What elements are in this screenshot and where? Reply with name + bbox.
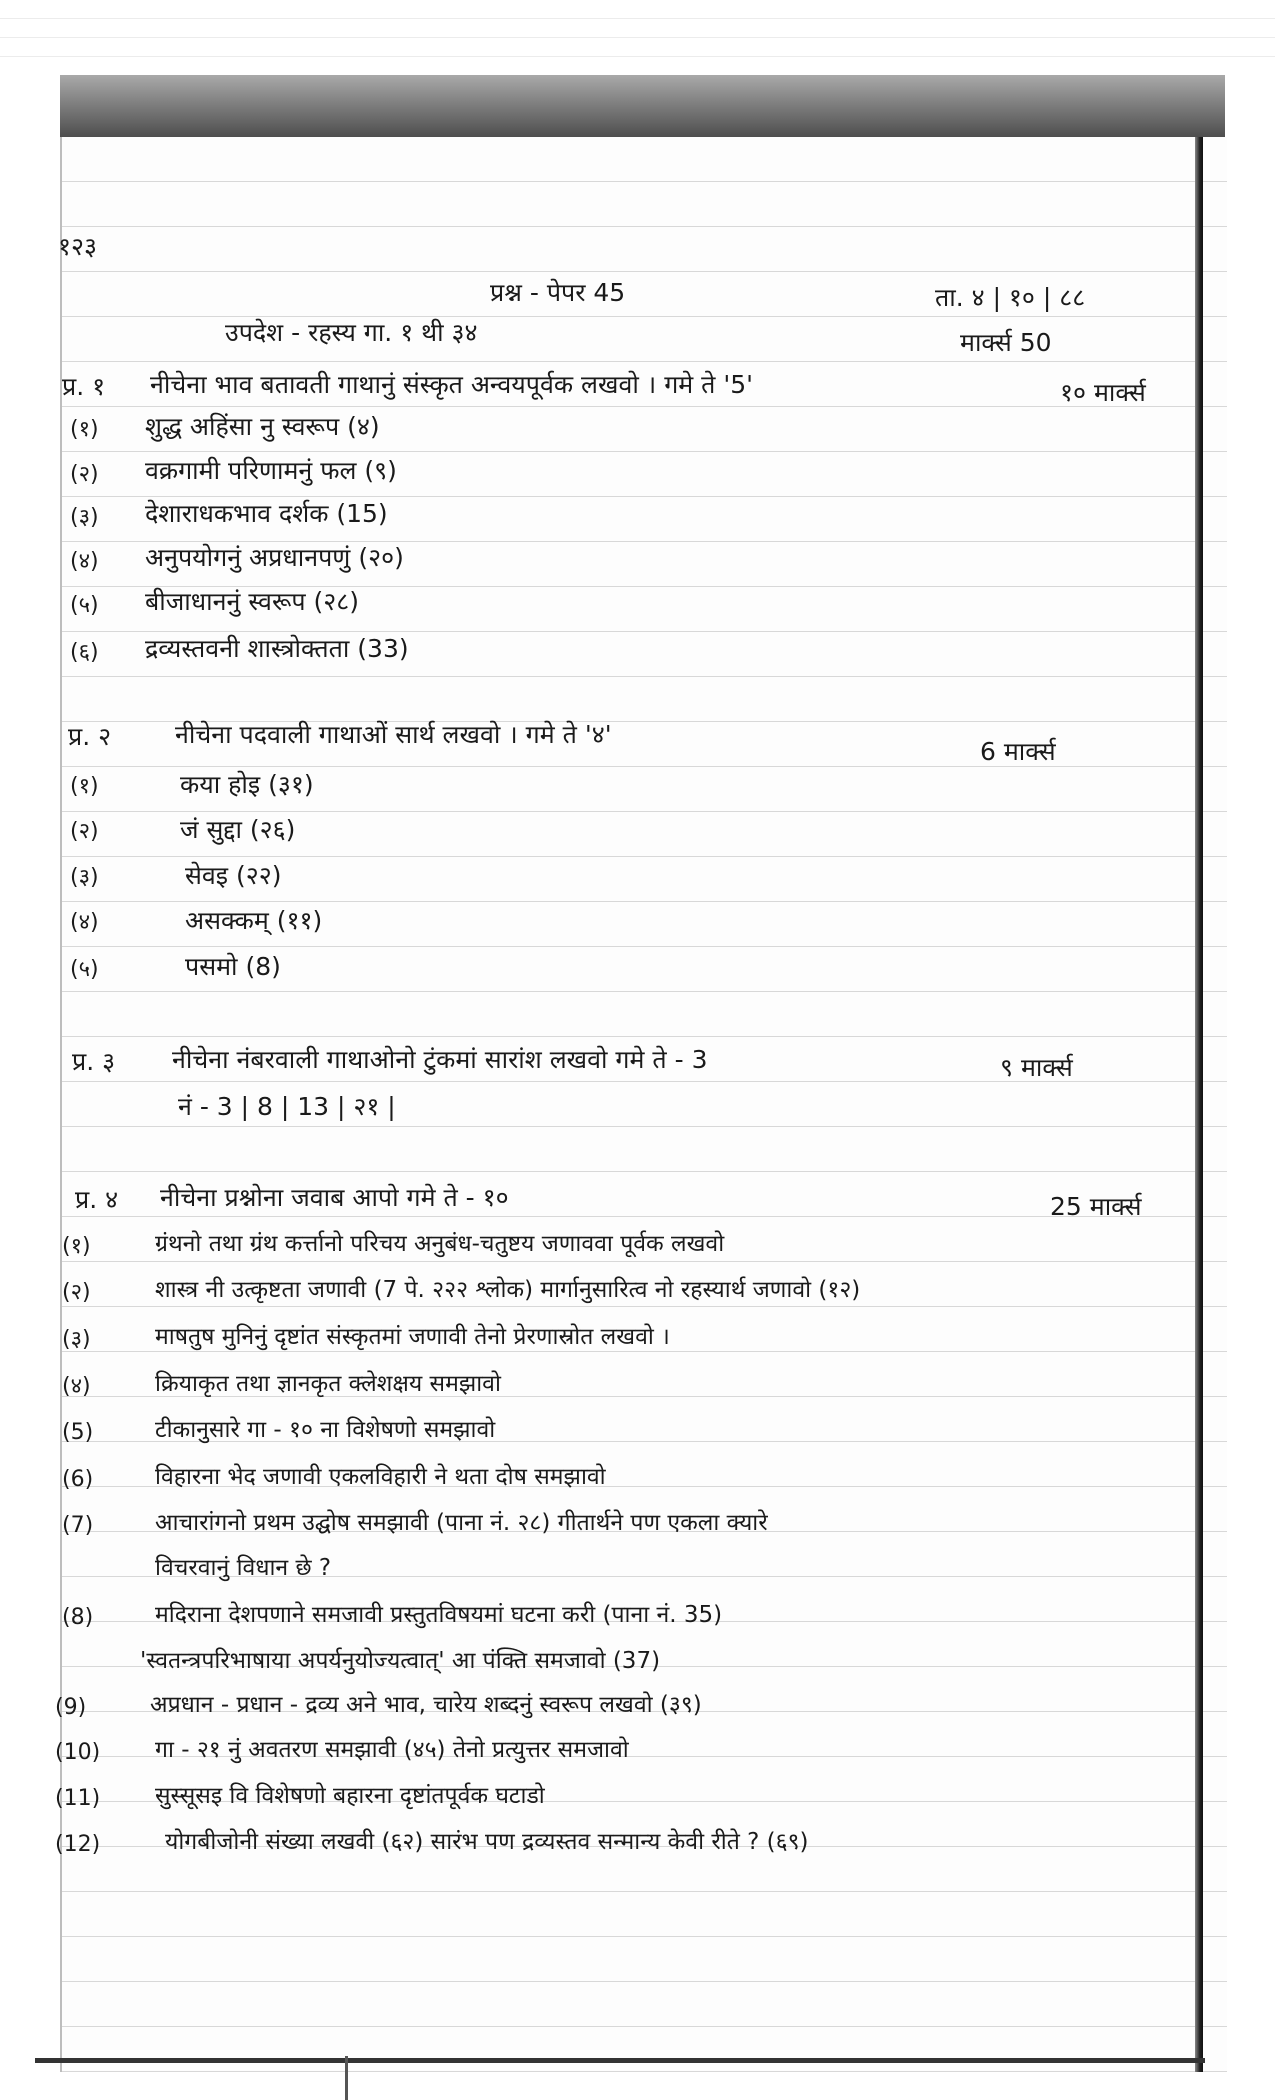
q4-item-num: (१) — [62, 1234, 91, 1259]
q2-marks: 6 मार्क्स — [980, 737, 1056, 766]
q4-item-num: (10) — [55, 1740, 101, 1765]
paper-date: ता. ४ | १० | ८८ — [935, 283, 1086, 312]
q1-item-text: शुद्ध अहिंसा नु स्वरूप (४) — [145, 412, 380, 441]
page-bottom-edge — [35, 2058, 1205, 2063]
q4-item-text: ग्रंथनो तथा ग्रंथ कर्त्तानो परिचय अनुबंध-चतुष्टय जणाववा पूर्वक लखवो — [155, 1231, 725, 1257]
q1-item-text: वक्रगामी परिणामनुं फल (९) — [145, 456, 397, 485]
q4-item-num: (5) — [62, 1420, 94, 1445]
q3-subline: नं - 3 | 8 | 13 | २१ | — [178, 1092, 396, 1121]
q4-item-num: (३) — [62, 1327, 91, 1352]
bottom-mark — [345, 2056, 348, 2100]
q4-item-text: विहारना भेद जणावी एकलविहारी ने थता दोष समझावो — [155, 1464, 606, 1490]
q4-item-text: गा - २१ नुं अवतरण समझावी (४५) तेनो प्रत्युत्तर समजावो — [155, 1737, 629, 1763]
q4-label: प्र. ४ — [75, 1185, 119, 1214]
page-number: १२३ — [58, 232, 98, 261]
q1-item-text: द्रव्यस्तवनी शास्त्रोक्तता (33) — [145, 634, 409, 663]
q1-text: नीचेना भाव बतावती गाथानुं संस्कृत अन्वयपूर्वक लखवो । गमे ते '5' — [150, 370, 754, 399]
scan-shadow-band — [60, 75, 1225, 137]
q1-item-text: अनुपयोगनुं अप्रधानपणुं (२०) — [145, 543, 404, 572]
q4-item-text: टीकानुसारे गा - १० ना विशेषणो समझावो — [155, 1417, 496, 1443]
paper-subject: उपदेश - रहस्य गा. १ थी ३४ — [225, 318, 478, 347]
q2-item-text: सेवइ (२२) — [185, 861, 282, 890]
q2-item-num: (३) — [70, 865, 99, 890]
q1-item-num: (५) — [70, 593, 99, 618]
q2-item-num: (४) — [70, 910, 99, 935]
q1-item-text: बीजाधाननुं स्वरूप (२८) — [145, 587, 360, 616]
q1-label: प्र. १ — [62, 372, 106, 401]
q1-item-num: (१) — [70, 417, 99, 442]
q4-item-text: सुस्सूसइ वि विशेषणो बहारना दृष्टांतपूर्वक घटाडो — [155, 1783, 545, 1809]
q4-item-num: (6) — [62, 1467, 94, 1492]
q1-item-num: (३) — [70, 505, 99, 530]
q2-item-text: जं सुद्दा (२६) — [180, 815, 296, 844]
q4-item-num: (7) — [62, 1513, 94, 1538]
q4-item-text: मदिराना देशपणाने समजावी प्रस्तुतविषयमां घटना करी (पाना नं. 35) — [155, 1602, 723, 1628]
q4-item-num: (४) — [62, 1374, 91, 1399]
q4-item-num: (12) — [55, 1832, 101, 1857]
q4-item-num: (11) — [55, 1786, 101, 1811]
paper-title: प्रश्न - पेपर 45 — [490, 278, 626, 307]
q1-item-num: (६) — [70, 640, 99, 665]
q2-item-num: (५) — [70, 957, 99, 982]
q2-text: नीचेना पदवाली गाथाओं सार्थ लखवो । गमे ते '४' — [175, 720, 612, 749]
scan-top-edge — [0, 0, 1275, 75]
q2-item-num: (१) — [70, 774, 99, 799]
q4-item-text: आचारांगनो प्रथम उद्घोष समझावी (पाना नं. २८) गीतार्थने पण एकला क्यारे — [155, 1510, 768, 1536]
q4-text: नीचेना प्रश्नोना जवाब आपो गमे ते - १० — [160, 1183, 509, 1212]
q3-marks: ९ मार्क्स — [1000, 1053, 1073, 1082]
q4-item-text-continued: विचरवानुं विधान छे ? — [155, 1555, 332, 1581]
q4-item-text: क्रियाकृत तथा ज्ञानकृत क्लेशक्षय समझावो — [155, 1371, 501, 1397]
q4-item-text: अप्रधान - प्रधान - द्रव्य अने भाव, चारेय शब्दनुं स्वरूप लखवो (३९) — [150, 1692, 702, 1718]
q3-text: नीचेना नंबरवाली गाथाओनो टुंकमां सारांश लखवो गमे ते - 3 — [172, 1045, 708, 1074]
q2-item-num: (२) — [70, 819, 99, 844]
q2-item-text: कया होइ (३१) — [180, 770, 314, 799]
q4-item-text-continued: 'स्वतन्त्रपरिभाषाया अपर्यनुयोज्यत्वात्' आ पंक्ति समजावो (37) — [140, 1648, 661, 1674]
q1-item-num: (४) — [70, 549, 99, 574]
q4-item-num: (२) — [62, 1280, 91, 1305]
page-right-edge — [1195, 137, 1203, 2072]
q4-item-text: शास्त्र नी उत्कृष्टता जणावी (7 पे. २२२ श्लोक) मार्गानुसारित्व नो रहस्यार्थ जणावो (१२) — [155, 1277, 861, 1303]
q3-label: प्र. ३ — [72, 1047, 116, 1076]
total-marks: मार्क्स 50 — [960, 328, 1052, 357]
q1-item-num: (२) — [70, 462, 99, 487]
q4-item-num: (8) — [62, 1605, 94, 1630]
q4-item-text: योगबीजोनी संख्या लखवी (६२) सारंभ पण द्रव्यस्तव सन्मान्य केवी रीते ? (६९) — [165, 1829, 809, 1855]
q4-item-num: (9) — [55, 1695, 87, 1720]
q2-item-text: पसमो (8) — [185, 952, 281, 981]
q4-marks: 25 मार्क्स — [1050, 1192, 1142, 1221]
q2-item-text: असक्कम् (११) — [185, 906, 323, 935]
q1-item-text: देशाराधकभाव दर्शक (15) — [145, 499, 388, 528]
q4-item-text: माषतुष मुनिनुं दृष्टांत संस्कृतमां जणावी तेनो प्रेरणास्रोत लखवो । — [155, 1324, 670, 1350]
q2-label: प्र. २ — [68, 722, 112, 751]
q1-marks: १० मार्क्स — [1060, 378, 1146, 407]
